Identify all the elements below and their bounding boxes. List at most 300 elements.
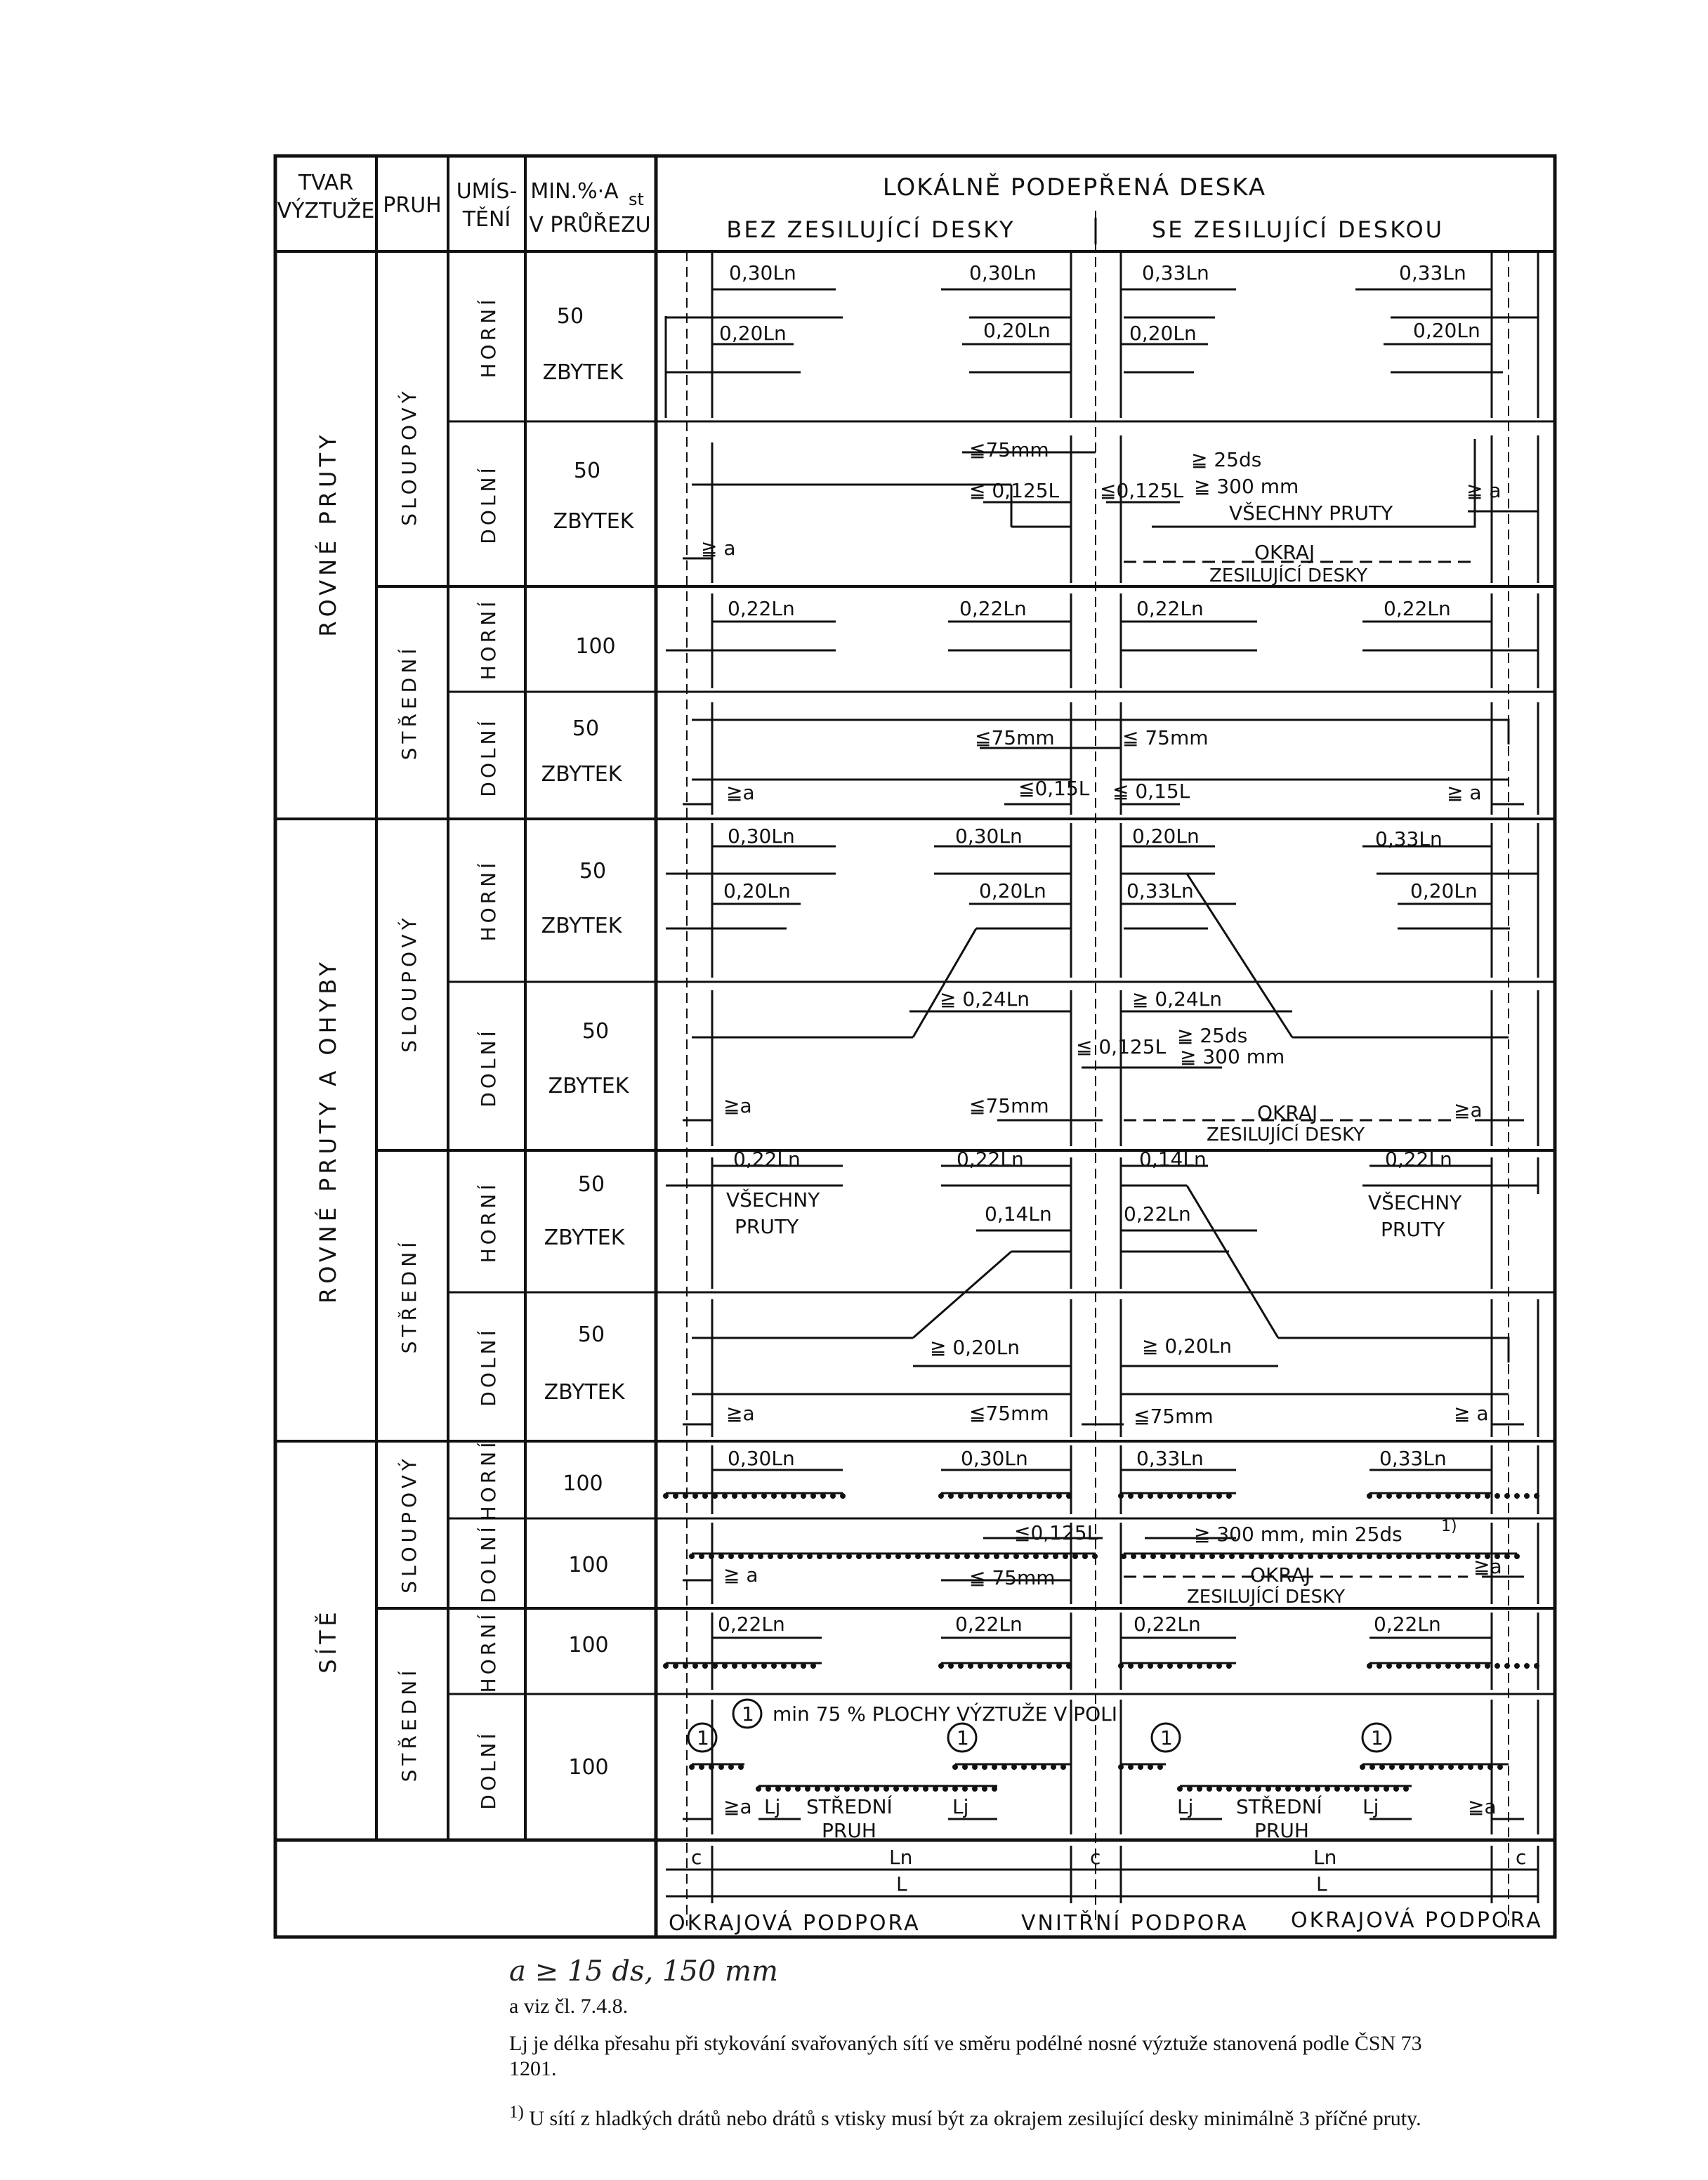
mesh-wire-dot (1043, 1554, 1049, 1559)
mesh-wire-dot (844, 1786, 850, 1792)
mesh-wire-dot (1177, 1493, 1183, 1499)
mesh-wire-dot (815, 1786, 820, 1792)
mesh-wire-dot (1167, 1493, 1173, 1499)
mesh-wire-dot (874, 1786, 879, 1792)
r10-le75: ≦ 75mm (969, 1566, 1056, 1589)
mesh-wire-dot (992, 1764, 997, 1770)
mesh-wire-dot (840, 1493, 846, 1499)
mesh-wire-dot (1384, 1786, 1389, 1792)
mesh-wire-dot (968, 1663, 973, 1669)
mesh-wire-dot (1229, 1554, 1235, 1559)
mesh-wire-dot (1128, 1663, 1134, 1669)
r9-a: 0,30Ln (728, 1447, 795, 1470)
mesh-wire-dot (801, 1663, 806, 1669)
mesh-wire-dot (1288, 1554, 1294, 1559)
pct-50-2: 50 (573, 459, 601, 483)
mesh-wire-dot (1239, 1554, 1244, 1559)
mesh-wire-dot (751, 1493, 757, 1499)
bottom-c-1: c (691, 1846, 702, 1869)
mesh-wire-dot (864, 1786, 869, 1792)
umisteni-dolni-1: DOLNÍ (477, 464, 500, 544)
mesh-wire-dot (1305, 1786, 1310, 1792)
mesh-wire-dot (1275, 1786, 1281, 1792)
r7-e: 0,22Ln (1124, 1202, 1191, 1226)
mesh-wire-dot (1246, 1786, 1252, 1792)
mesh-wire-dot (1445, 1493, 1451, 1499)
mesh-wire-dot (992, 1786, 997, 1792)
mesh-wire-dot (1455, 1493, 1461, 1499)
mesh-wire-dot (663, 1663, 669, 1669)
mesh-wire-dot (836, 1554, 842, 1559)
mesh-wire-dot (905, 1554, 911, 1559)
note-lj: Lj je délka přesahu při stykování svařovaných sítí ve směru podélné nosné výztuže stanovená podle ČSN 73 1201. (509, 2032, 1422, 2080)
r12-ga2: ≧a (1468, 1795, 1497, 1818)
mesh-wire-dot (791, 1663, 796, 1669)
mesh-wire-dot (1448, 1764, 1454, 1770)
group-rovne-ohyby: ROVNÉ PRUTY A OHYBY (315, 958, 341, 1304)
pct-zbytek-2: ZBYTEK (553, 509, 634, 534)
header-min: MIN.%·A (530, 179, 619, 204)
mesh-wire-dot (1403, 1786, 1409, 1792)
mesh-wire-dot (728, 1554, 734, 1559)
mesh-wire-dot (1364, 1786, 1369, 1792)
mesh-wire-dot (1436, 1493, 1441, 1499)
r12-note: min 75 % PLOCHY VÝZTUŽE V POLI (773, 1702, 1118, 1726)
mesh-wire-dot (787, 1554, 793, 1559)
r7-c: 0,14Ln (985, 1202, 1052, 1226)
r5-g: 0,33Ln (1126, 879, 1194, 902)
bottom-c-2: c (1090, 1846, 1101, 1869)
mesh-wire-dot (903, 1786, 909, 1792)
mesh-wire-dot (1001, 1764, 1007, 1770)
r1-g: 0,20Ln (1129, 322, 1197, 345)
mesh-wire-dot (807, 1554, 813, 1559)
mesh-wire-dot (712, 1493, 718, 1499)
mesh-wire-dot (1416, 1493, 1421, 1499)
pruh-sloupovy-3: SLOUPOVÝ (398, 1455, 421, 1594)
pct-zbytek-7: ZBYTEK (544, 1380, 625, 1405)
mesh-wire-dot (1514, 1554, 1520, 1559)
mesh-wire-dot (673, 1493, 678, 1499)
mesh-wire-dot (958, 1663, 964, 1669)
mesh-wire-dot (1141, 1554, 1146, 1559)
r10-okraj: OKRAJ (1250, 1563, 1311, 1587)
mesh-wire-dot (1386, 1554, 1392, 1559)
mesh-wire-dot (1180, 1554, 1185, 1559)
bottom-vnitrni: VNITŘNÍ PODPORA (1021, 1911, 1249, 1936)
mesh-wire-dot (925, 1554, 931, 1559)
mesh-wire-dot (834, 1786, 840, 1792)
mesh-wire-dot (1377, 1493, 1382, 1499)
pruh-sloupovy-1: SLOUPOVÝ (398, 387, 421, 526)
pct-50-1: 50 (556, 304, 584, 329)
mesh-wire-dot (1041, 1764, 1046, 1770)
mesh-wire-dot (1374, 1786, 1379, 1792)
mesh-wire-dot (1436, 1663, 1441, 1669)
mesh-wire-dot (1150, 1554, 1156, 1559)
r1-b: 0,30Ln (969, 261, 1037, 284)
mesh-wire-dot (954, 1554, 960, 1559)
r12-stredni-1: STŘEDNÍ (806, 1795, 893, 1818)
pct-50-7: 50 (577, 1322, 605, 1347)
mesh-wire-dot (987, 1663, 993, 1669)
mesh-wire-dot (1066, 1493, 1072, 1499)
r4-le75a: ≦75mm (975, 726, 1055, 749)
mesh-wire-dot (1027, 1663, 1032, 1669)
mesh-wire-dot (933, 1786, 938, 1792)
pct-50-6: 50 (577, 1172, 605, 1197)
mesh-wire-dot (1485, 1663, 1490, 1669)
mesh-wire-dot (1033, 1554, 1039, 1559)
mesh-wire-dot (1060, 1764, 1066, 1770)
pct-100-4: 100 (568, 1633, 609, 1657)
mesh-wire-dot (994, 1554, 999, 1559)
mesh-wire-dot (1197, 1493, 1202, 1499)
mesh-wire-dot (1465, 1554, 1471, 1559)
r12-circle-3: 1 (957, 1726, 969, 1749)
mesh-wire-dot (1494, 1493, 1500, 1499)
mesh-wire-dot (1266, 1786, 1271, 1792)
group-site: SÍTĚ (315, 1608, 341, 1674)
mesh-wire-dot (1249, 1554, 1254, 1559)
r8-ga: ≧a (726, 1402, 755, 1425)
mesh-wire-dot (1226, 1663, 1232, 1669)
r2-zes: ZESILUJÍCÍ DESKY (1209, 565, 1368, 586)
mesh-wire-dot (1046, 1493, 1052, 1499)
r12-pruh-1: PRUH (822, 1819, 876, 1842)
mesh-wire-dot (1209, 1554, 1215, 1559)
header-sub-left: BEZ ZESILUJÍCÍ DESKY (726, 216, 1016, 243)
bottom-ln-2: Ln (1313, 1846, 1337, 1869)
mesh-wire-dot (952, 1764, 958, 1770)
mesh-wire-dot (1386, 1663, 1392, 1669)
mesh-wire-dot (1504, 1663, 1510, 1669)
mesh-wire-dot (1226, 1493, 1232, 1499)
mesh-wire-dot (1004, 1554, 1009, 1559)
mesh-wire-dot (738, 1764, 744, 1770)
mesh-wire-dot (1475, 1493, 1480, 1499)
mesh-wire-dot (689, 1764, 695, 1770)
mesh-wire-dot (761, 1663, 767, 1669)
mesh-wire-dot (1157, 1663, 1163, 1669)
pruh-stredni-2: STŘEDNÍ (398, 1237, 421, 1354)
r12-circle-5: 1 (1371, 1726, 1384, 1749)
mesh-wire-dot (1148, 1663, 1153, 1669)
umisteni-dolni-4: DOLNÍ (477, 1327, 500, 1407)
r2-all: VŠECHNY PRUTY (1229, 501, 1393, 525)
mesh-wire-dot (1167, 1663, 1173, 1669)
r10-ge300: ≧ 300 mm, min 25ds (1194, 1523, 1402, 1546)
umisteni-horni-1: HORNÍ (477, 296, 500, 379)
pct-50-4: 50 (579, 859, 607, 884)
mesh-wire-dot (1393, 1786, 1399, 1792)
pct-zbytek-4: ZBYTEK (541, 914, 622, 938)
mesh-wire-dot (1354, 1786, 1360, 1792)
mesh-wire-dot (964, 1554, 970, 1559)
mesh-wire-dot (1066, 1663, 1072, 1669)
mesh-wire-dot (1121, 1554, 1126, 1559)
r3-c: 0,22Ln (1136, 597, 1204, 620)
mesh-wire-dot (742, 1663, 747, 1669)
mesh-wire-dot (781, 1663, 787, 1669)
umisteni-horni-2: HORNÍ (477, 598, 500, 681)
r11-c: 0,22Ln (1134, 1613, 1201, 1636)
mesh-wire-dot (1051, 1764, 1056, 1770)
mesh-wire-dot (1325, 1786, 1330, 1792)
mesh-wire-dot (1027, 1493, 1032, 1499)
mesh-wire-dot (1177, 1786, 1183, 1792)
mesh-wire-dot (722, 1493, 728, 1499)
handwritten-note: a ≥ 15 ds, 150 mm (509, 1955, 778, 1988)
mesh-wire-dot (1187, 1786, 1193, 1792)
r7-f: 0,22Ln (1385, 1148, 1452, 1171)
mesh-wire-dot (1445, 1663, 1451, 1669)
mesh-wire-dot (915, 1554, 921, 1559)
table-header (277, 171, 1444, 243)
r7-all1: VŠECHNY (726, 1188, 820, 1212)
mesh-wire-dot (938, 1493, 944, 1499)
header-teni: TĚNÍ (462, 207, 511, 232)
mesh-wire-dot (1037, 1663, 1042, 1669)
mesh-wire-dot (1445, 1554, 1451, 1559)
header-st: st (629, 190, 644, 209)
header-vyztuze: VÝZTUŽE (277, 199, 375, 223)
mesh-wire-dot (1377, 1663, 1382, 1669)
r2-ga: ≧ a (701, 537, 736, 560)
mesh-wire-dot (1072, 1554, 1078, 1559)
mesh-wire-dot (997, 1663, 1003, 1669)
mesh-wire-dot (777, 1554, 783, 1559)
bottom-l-2: L (1316, 1872, 1327, 1896)
mesh-wire-dot (1207, 1663, 1212, 1669)
mesh-wire-dot (1256, 1786, 1261, 1792)
mesh-wire-dot (1360, 1764, 1365, 1770)
mesh-wire-dot (1416, 1554, 1421, 1559)
r9-c: 0,33Ln (1136, 1447, 1204, 1470)
r8-ga2: ≧ a (1454, 1402, 1489, 1425)
mesh-wire-dot (1465, 1493, 1471, 1499)
mesh-wire-dot (748, 1554, 754, 1559)
mesh-wire-dot (810, 1663, 816, 1669)
mesh-wire-dot (722, 1663, 728, 1669)
umisteni-dolni-3: DOLNÍ (477, 1027, 500, 1108)
umisteni-labels (476, 296, 500, 1810)
mesh-wire-dot (771, 1493, 777, 1499)
mesh-wire-dot (1416, 1663, 1421, 1669)
pruh-sloupovy-2: SLOUPOVÝ (398, 914, 421, 1053)
r7-d: 0,14Ln (1139, 1148, 1207, 1171)
mesh-wire-dot (1337, 1554, 1343, 1559)
mesh-wire-dot (1138, 1493, 1143, 1499)
mesh-wire-dot (1017, 1493, 1023, 1499)
mesh-wire-dot (1406, 1663, 1412, 1669)
mesh-wire-dot (732, 1493, 737, 1499)
mesh-wire-dot (1399, 1764, 1405, 1770)
r6-le0125: ≦ 0,125L (1076, 1035, 1167, 1058)
mesh-wire-dot (962, 1764, 968, 1770)
r7-all2: VŠECHNY (1368, 1191, 1462, 1214)
mesh-wire-dot (1207, 1493, 1212, 1499)
mesh-wire-dot (1396, 1554, 1402, 1559)
mesh-wire-dot (982, 1764, 987, 1770)
r2-ge300: ≧ 300 mm (1194, 475, 1299, 498)
mesh-wire-dot (856, 1554, 862, 1559)
r8-le75b: ≦75mm (1134, 1405, 1214, 1428)
mesh-wire-dot (663, 1493, 669, 1499)
mesh-wire-dot (692, 1663, 698, 1669)
mesh-wire-dot (1197, 1663, 1202, 1669)
mesh-wire-dot (1308, 1554, 1313, 1559)
pct-100-2: 100 (563, 1471, 603, 1496)
bottom-c-3: c (1516, 1846, 1527, 1869)
mesh-wire-dot (1023, 1554, 1029, 1559)
mesh-wire-dot (699, 1764, 704, 1770)
bottom-l-1: L (896, 1872, 907, 1896)
mesh-wire-dot (820, 1493, 826, 1499)
r10-ga2: ≧a (1473, 1555, 1502, 1578)
mesh-wire-dot (766, 1786, 771, 1792)
mesh-wire-dot (709, 1554, 714, 1559)
mesh-wire-dot (866, 1554, 872, 1559)
umisteni-dolni-2: DOLNÍ (477, 717, 500, 797)
mesh-wire-dot (673, 1663, 678, 1669)
mesh-wire-dot (1406, 1493, 1412, 1499)
mesh-wire-dot (1534, 1493, 1539, 1499)
mesh-wire-dot (1138, 1764, 1143, 1770)
mesh-wire-dot (1327, 1554, 1333, 1559)
r4-le75b: ≦ 75mm (1122, 726, 1209, 749)
umisteni-horni-4: HORNÍ (477, 1181, 500, 1263)
mesh-wire-dot (1426, 1554, 1431, 1559)
mesh-wire-dot (1236, 1786, 1242, 1792)
mesh-wire-dot (1138, 1663, 1143, 1669)
r12-circle: 1 (742, 1702, 754, 1726)
r11-a: 0,22Ln (718, 1613, 785, 1636)
footnote-mark: 1) (509, 2103, 524, 2122)
mesh-wire-dot (1092, 1554, 1098, 1559)
mesh-wire-dot (1216, 1786, 1222, 1792)
mesh-wire-dot (948, 1493, 954, 1499)
pct-100-5: 100 (568, 1755, 609, 1780)
mesh-wire-dot (1334, 1786, 1340, 1792)
mesh-wire-dot (1369, 1764, 1375, 1770)
mesh-wire-dot (876, 1554, 881, 1559)
mesh-wire-dot (1131, 1554, 1136, 1559)
mesh-wire-dot (893, 1786, 899, 1792)
mesh-wire-dot (895, 1554, 901, 1559)
mesh-wire-dot (1021, 1764, 1027, 1770)
group-labels (315, 387, 421, 1782)
mesh-wire-dot (1285, 1786, 1291, 1792)
mesh-wire-dot (1315, 1786, 1320, 1792)
mesh-wire-dot (692, 1493, 698, 1499)
mesh-wire-dot (1347, 1554, 1353, 1559)
r1-a: 0,30Ln (729, 261, 796, 284)
header-prurezu: V PRŮŘEZU (529, 213, 651, 237)
mesh-wire-dot (1037, 1493, 1042, 1499)
mesh-wire-dot (795, 1786, 801, 1792)
mesh-wire-dot (1458, 1764, 1464, 1770)
r2-le0125b: ≦0,125L (1100, 479, 1184, 502)
mesh-wire-dot (1468, 1764, 1473, 1770)
mesh-wire-dot (1082, 1554, 1088, 1559)
r11-b: 0,22Ln (955, 1613, 1023, 1636)
mesh-wire-dot (1426, 1493, 1431, 1499)
group-rovne-pruty: ROVNÉ PRUTY (315, 431, 341, 637)
mesh-wire-dot (810, 1493, 816, 1499)
mesh-wire-dot (768, 1554, 773, 1559)
mesh-wire-dot (1318, 1554, 1323, 1559)
r3-b: 0,22Ln (959, 597, 1027, 620)
mesh-wire-dot (1216, 1493, 1222, 1499)
r6-zes: ZESILUJÍCÍ DESKY (1207, 1124, 1365, 1145)
header-pruh: PRUH (383, 193, 442, 218)
mesh-wire-dot (1367, 1493, 1372, 1499)
mesh-wire-dot (1148, 1764, 1153, 1770)
pct-zbytek-5: ZBYTEK (548, 1074, 629, 1098)
mesh-wire-dot (1063, 1554, 1068, 1559)
mesh-wire-dot (718, 1764, 724, 1770)
mesh-wire-dot (938, 1663, 944, 1669)
mesh-wire-dot (781, 1493, 787, 1499)
mesh-wire-dot (1268, 1554, 1274, 1559)
mesh-wire-dot (1455, 1663, 1461, 1669)
mesh-wire-dot (997, 1493, 1003, 1499)
r6-ga2: ≧a (1454, 1098, 1483, 1122)
mesh-wire-dot (945, 1554, 950, 1559)
mesh-wire-dot (886, 1554, 891, 1559)
r4-ga: ≧a (726, 781, 755, 804)
r12-lj-4: Lj (1362, 1795, 1379, 1818)
mesh-wire-dot (1494, 1663, 1500, 1669)
mesh-wire-dot (984, 1554, 990, 1559)
r12-lj-2: Lj (952, 1795, 969, 1818)
r6-okraj: OKRAJ (1257, 1101, 1318, 1124)
mesh-wire-dot (702, 1663, 708, 1669)
mesh-wire-dot (1177, 1663, 1183, 1669)
mesh-wire-dot (738, 1554, 744, 1559)
r4-le015b: ≦ 0,15L (1112, 780, 1190, 803)
mesh-wire-dot (1056, 1493, 1062, 1499)
mesh-wire-dot (758, 1554, 763, 1559)
mesh-wire-dot (942, 1786, 948, 1792)
r5-c: 0,20Ln (1132, 825, 1200, 848)
mesh-wire-dot (846, 1554, 852, 1559)
mesh-wire-dot (1377, 1554, 1382, 1559)
mesh-wire-dot (1216, 1663, 1222, 1669)
pruh-stredni-3: STŘEDNÍ (398, 1666, 421, 1782)
mesh-wire-dot (683, 1493, 688, 1499)
r5-f: 0,20Ln (979, 879, 1046, 902)
r7-all1b: PRUTY (735, 1215, 799, 1238)
header-tvar: TVAR (298, 171, 354, 195)
mesh-wire-dot (689, 1554, 695, 1559)
r12-lj-1: Lj (764, 1795, 781, 1818)
mesh-wire-dot (1046, 1663, 1052, 1669)
r1-c: 0,33Ln (1142, 261, 1209, 284)
note-viz: a viz čl. 7.4.8. (509, 1995, 629, 2018)
mesh-wire-dot (1013, 1554, 1019, 1559)
r10-fn: 1) (1441, 1518, 1457, 1535)
r2-le0125a: ≦ 0,125L (969, 479, 1060, 502)
mesh-wire-dot (1190, 1554, 1195, 1559)
mesh-wire-dot (1298, 1554, 1303, 1559)
mesh-wire-dot (1007, 1663, 1013, 1669)
mesh-wire-dot (1344, 1786, 1350, 1792)
mesh-wire-dot (1160, 1554, 1166, 1559)
r2-ga2: ≧ a (1466, 479, 1502, 502)
pct-zbytek-3: ZBYTEK (541, 762, 622, 787)
